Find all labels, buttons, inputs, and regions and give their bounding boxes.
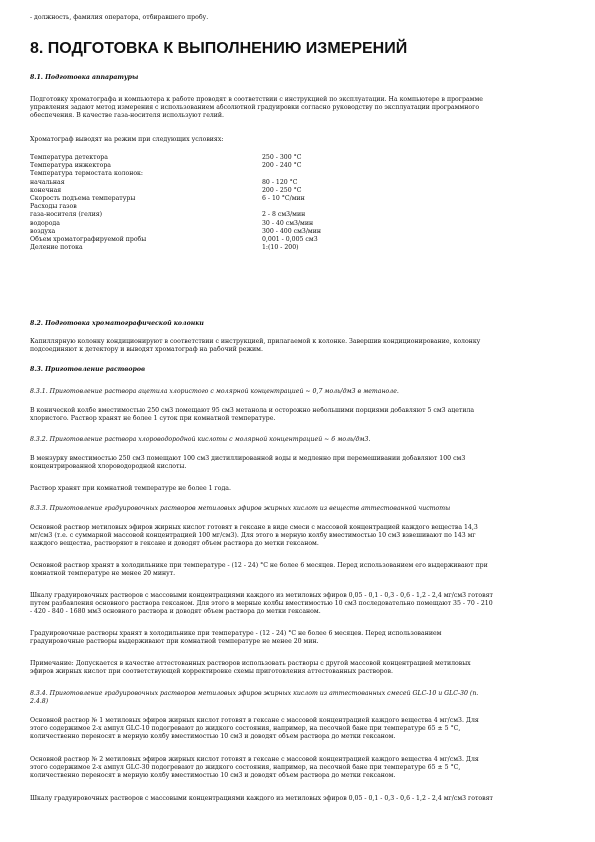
top-line: - должность, фамилия оператора, отбиравшего пробу. bbox=[30, 14, 209, 21]
note-line: Примечание: Допускается в качестве аттестованных растворов использовать растворы с другой массовой концентрацией метиловых bbox=[30, 660, 471, 667]
paragraph-line: подсоединяют к детектору и выводят хроматограф на рабочий режим. bbox=[30, 346, 263, 353]
condition-label: водорода bbox=[30, 219, 60, 227]
subheading-8-3-3: 8.3.3. Приготовление градуировочных растворов метиловых эфиров жирных кислот из веществ аттестованной чистоты bbox=[30, 505, 451, 512]
conditions-row bbox=[30, 187, 360, 195]
condition-label: Температура инжектора bbox=[30, 162, 111, 170]
paragraph-line: комнатной температуре не менее 20 минут. bbox=[30, 570, 176, 577]
condition-value: 0,001 - 0,005 см3 bbox=[262, 236, 318, 244]
subheading-8-3-1: 8.3.1. Приготовление раствора ацетила хлористого с молярной концентрацией ~ 0,7 моль/дм3 в метаноле. bbox=[30, 388, 399, 395]
condition-label: Деление потока bbox=[30, 244, 83, 252]
section-heading: 8. ПОДГОТОВКА К ВЫПОЛНЕНИЮ ИЗМЕРЕНИЙ bbox=[30, 40, 408, 57]
paragraph-line: количественно переносят в мерную колбу вместимостью 10 см3 и доводят объем раствора до метки гексаном. bbox=[30, 772, 396, 779]
paragraph-line: градуировочные растворы выдерживают при комнатной температуре не менее 20 мин. bbox=[30, 638, 319, 645]
subheading-8-3-4: 2.4.8) bbox=[30, 698, 49, 705]
conditions-row bbox=[30, 220, 360, 228]
condition-value: 6 - 10 °С/мин bbox=[262, 195, 305, 203]
conditions-row bbox=[30, 154, 360, 162]
paragraph-line: концентрированной хлороводородной кислоты. bbox=[30, 463, 187, 470]
subheading-8-1: 8.1. Подготовка аппаратуры bbox=[30, 74, 139, 81]
conditions-row bbox=[30, 170, 360, 178]
subheading-8-3-2: 8.3.2. Приготовление раствора хлороводородной кислоты с молярной концентрацией ~ 6 моль/дм3. bbox=[30, 436, 371, 443]
condition-label: Температура термостата колонок: bbox=[30, 170, 144, 178]
condition-label: Скорость подъема температуры bbox=[30, 195, 136, 203]
paragraph-line: Раствор хранят при комнатной температуре не более 1 года. bbox=[30, 485, 231, 492]
paragraph-line: Основной раствор метиловых эфиров жирных кислот готовят в гексане в виде смеси с массовой концентрацией каждого вещества 14,3 bbox=[30, 524, 478, 531]
conditions-row bbox=[30, 179, 360, 187]
condition-label: конечная bbox=[30, 186, 62, 194]
subheading-8-3: 8.3. Приготовление растворов bbox=[30, 366, 146, 373]
paragraph-line: мг/см3 (т.е. с суммарной массовой концентрацией 100 мг/см3). Для этого в мерную колбу вместимостью 10 см3 взвешивают по 143 мг bbox=[30, 532, 476, 539]
paragraph-line: Шкалу градуировочных растворов с массовыми концентрациями каждого из метиловых эфиров 0,05 - 0,1 - 0,3 - 0,6 - 1,2 - 2,4 мг/см3 готовят bbox=[30, 795, 493, 802]
conditions-row bbox=[30, 236, 360, 244]
condition-value bbox=[262, 170, 360, 178]
conditions-row bbox=[30, 244, 360, 252]
condition-label: воздуха bbox=[30, 227, 56, 235]
paragraph-line: этого содержимое 2-х ампул GLC-30 подогревают до жидкого состояния, например, на песочной бане при температуре 65 ± 5 °С, bbox=[30, 764, 461, 771]
condition-label: Расходы газов bbox=[30, 203, 77, 211]
condition-value: 200 - 240 °С bbox=[262, 162, 302, 170]
conditions-row bbox=[30, 195, 360, 203]
condition-value: 200 - 250 °С bbox=[262, 186, 302, 194]
conditions-row bbox=[30, 203, 360, 211]
paragraph-line: каждого вещества, растворяют в гексане и доводят объем раствора до метки гексаном. bbox=[30, 540, 319, 547]
paragraph-line: Основной раствор хранят в холодильнике при температуре - (12 - 24) °С не более 6 месяцев. Перед использованием его выдерживают при bbox=[30, 562, 488, 569]
subheading-8-2: 8.2. Подготовка хроматографической колонки bbox=[30, 320, 204, 327]
paragraph-line: путем разбавления основного раствора гексаном. Для этого в мерные колбы вместимостью 10 см3 последовательно помещают 35 - 70 - 210 bbox=[30, 600, 493, 607]
paragraph-line: этого содержимое 2-х ампул GLC-10 подогревают до жидкого состояния, например, на песочной бане при температуре 65 ± 5 °С, bbox=[30, 725, 461, 732]
paragraph-line: обеспечения. В качестве газа-носителя используют гелий. bbox=[30, 112, 225, 119]
paragraph-line: управления задают метод измерения с использованием абсолютной градуировки согласно руководству по эксплуатации программного bbox=[30, 104, 480, 111]
paragraph-line: - 420 - 840 - 1680 мм3 основного раствора и доводят объем раствора до метки гексаном. bbox=[30, 608, 321, 615]
conditions-row bbox=[30, 211, 360, 219]
condition-value: 250 - 300 °С bbox=[262, 154, 302, 161]
note-line: эфиров жирных кислот при соответствующей корректировке схемы приготовления аттестованных растворов. bbox=[30, 668, 393, 675]
condition-value: 30 - 40 см3/мин bbox=[262, 219, 314, 227]
condition-value: 2 - 8 см3/мин bbox=[262, 211, 306, 219]
conditions-table bbox=[30, 154, 360, 252]
paragraph-line: Основной раствор № 1 метиловых эфиров жирных кислот готовят в гексане с массовой концентрацией каждого вещества 4 мг/см3. Для bbox=[30, 717, 479, 724]
condition-value: 1:(10 - 200) bbox=[262, 244, 299, 252]
paragraph-line: Шкалу градуировочных растворов с массовыми концентрациями каждого из метиловых эфиров 0,05 - 0,1 - 0,3 - 0,6 - 1,2 - 2,4 мг/см3 готовят bbox=[30, 592, 493, 599]
paragraph-line: В конической колбе вместимостью 250 см3 помещают 95 см3 метанола и осторожно небольшими порциями добавляют 5 см3 ацетила bbox=[30, 407, 475, 414]
condition-label: начальная bbox=[30, 178, 65, 186]
condition-value: 80 - 120 °С bbox=[262, 178, 298, 186]
condition-label: Температура детектора bbox=[30, 154, 108, 161]
subheading-8-3-4: 8.3.4. Приготовление градуировочных растворов метиловых эфиров жирных кислот из аттестованных смесей GLC-10 и GLC-30 (п. bbox=[30, 690, 479, 697]
paragraph-line: количественно переносят в мерную колбу вместимостью 10 см3 и доводят объем раствора до метки гексаном. bbox=[30, 733, 396, 740]
conditions-row bbox=[30, 162, 360, 170]
paragraph-line: хлористого. Раствор хранят не более 1 суток при комнатной температуре. bbox=[30, 415, 276, 422]
condition-value bbox=[262, 203, 360, 211]
conditions-row bbox=[30, 228, 360, 236]
paragraph-line: Градуировочные растворы хранят в холодильнике при температуре - (12 - 24) °С не более 6 месяцев. Перед использованием bbox=[30, 630, 442, 637]
condition-label: газа-носителя (гелия) bbox=[30, 211, 103, 219]
condition-label: Объем хроматографируемой пробы bbox=[30, 236, 147, 244]
paragraph-line: Капиллярную колонку кондиционируют в соответствии с инструкцией, прилагаемой к колонке. Завершив кондиционирование, колонку bbox=[30, 338, 481, 345]
condition-value: 300 - 400 см3/мин bbox=[262, 227, 321, 235]
paragraph-line: Подготовку хроматографа и компьютера к работе проводят в соответствии с инструкцией по эксплуатации. На компьютере в программе bbox=[30, 96, 483, 103]
paragraph-line: Хроматограф выводят на режим при следующих условиях: bbox=[30, 136, 224, 143]
paragraph-line: В мензурку вместимостью 250 см3 помещают 100 см3 дистиллированной воды и медленно при перемешивании добавляют 100 см3 bbox=[30, 455, 466, 462]
paragraph-line: Основной раствор № 2 метиловых эфиров жирных кислот готовят в гексане с массовой концентрацией каждого вещества 4 мг/см3. Для bbox=[30, 756, 479, 763]
